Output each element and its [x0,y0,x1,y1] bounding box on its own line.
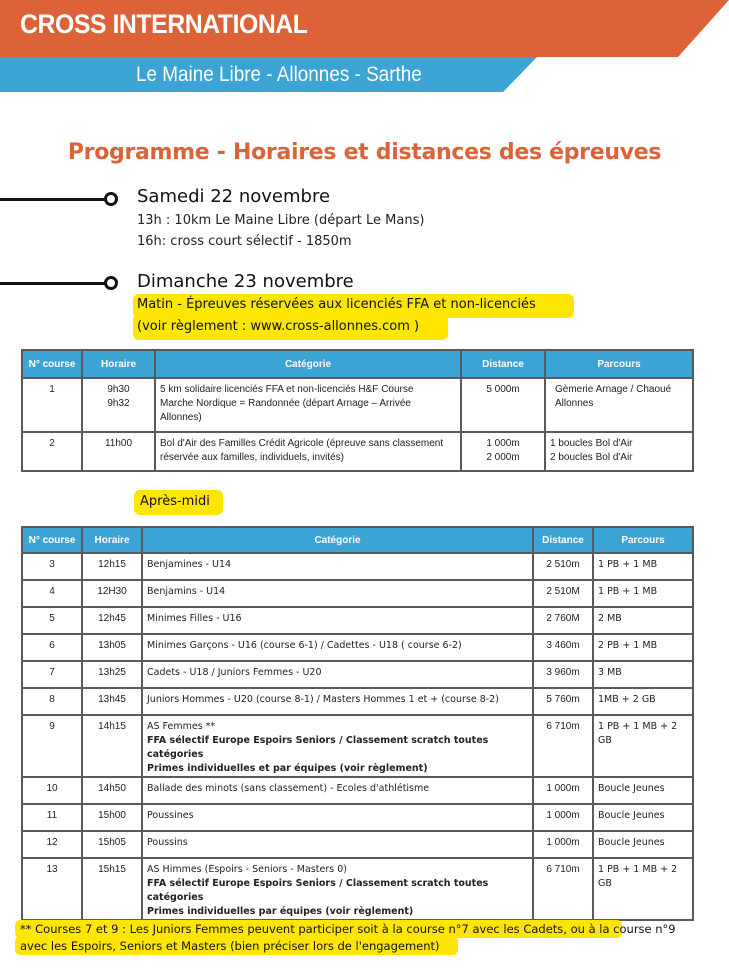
table-row [22,661,693,688]
course-number: 8 [22,688,82,715]
course-number: 2 [22,432,82,471]
table-row [22,634,693,661]
course-time: 12h15 [82,553,142,580]
course-distance: 1 000m [533,831,593,858]
footnote-line: ** Courses 7 et 9 : Les Juniors Femmes peuvent participer soit à la course n°7 avec les Cadets, ou à la course n°9 [20,922,676,936]
course-time: 11h00 [82,432,155,471]
event-title: CROSS INTERNATIONAL [20,9,308,39]
course-category: 5 km solidaire licenciés FFA et non-licenciés H&F Course Marche Nordique = Randonnée (départ Arnage – Arrivée Allonnes) [155,378,461,432]
course-parcours: 1 boucles Bol d'Air 2 boucles Bol d'Air [545,432,693,471]
course-category: AS Femmes ** FFA sélectif Europe Espoirs Seniors / Classement scratch toutes catégories Primes individuelles et par équipes (voir règlement) [142,715,533,777]
course-category: Cadets - U18 / Juniors Femmes - U20 [142,661,533,688]
course-parcours: Gèmerie Arnage / Chaoué Allonnes [545,378,693,432]
timeline-dot-icon [104,276,118,290]
table-row [22,831,693,858]
course-parcours: 1 PB + 1 MB [593,553,693,580]
course-time: 13h45 [82,688,142,715]
course-number: 12 [22,831,82,858]
course-distance: 1 000m [533,804,593,831]
course-time: 15h00 [82,804,142,831]
course-parcours: 2 MB [593,607,693,634]
page-title: Programme - Horaires et distances des épreuves [67,140,662,165]
course-distance: 2 510m [533,553,593,580]
table-row [22,553,693,580]
saturday-line: 13h : 10km Le Maine Libre (départ Le Mans) [137,213,425,228]
course-number: 5 [22,607,82,634]
col-header-distance: Distance [461,350,545,378]
course-time: 12h45 [82,607,142,634]
course-number: 3 [22,553,82,580]
course-parcours: Boucle Jeunes [593,804,693,831]
course-parcours: 3 MB [593,661,693,688]
timeline-line [0,282,106,285]
course-time: 15h15 [82,858,142,920]
table-row [22,858,693,920]
col-header-category: Catégorie [142,527,533,553]
course-category: Ballade des minots (sans classement) - Ecoles d'athlétisme [142,777,533,804]
timeline-dot-icon [104,192,118,206]
saturday-title: Samedi 22 novembre [137,186,331,207]
table-row [22,777,693,804]
course-time: 14h50 [82,777,142,804]
footnote-line: avec les Espoirs, Seniors et Masters (bien préciser lors de l'engagement) [20,939,440,953]
course-parcours: 1MB + 2 GB [593,688,693,715]
course-parcours: 1 PB + 1 MB + 2 GB [593,858,693,920]
course-parcours: Boucle Jeunes [593,831,693,858]
course-number: 4 [22,580,82,607]
course-time: 13h05 [82,634,142,661]
course-time: 14h15 [82,715,142,777]
course-distance: 2 760M [533,607,593,634]
course-number: 1 [22,378,82,432]
afternoon-label: Après-midi [140,494,210,509]
course-category: Minimes Filles - U16 [142,607,533,634]
course-category: Minimes Garçons - U16 (course 6-1) / Cadettes - U18 ( course 6-2) [142,634,533,661]
course-number: 7 [22,661,82,688]
morning-note: Matin - Épreuves réservées aux licenciés FFA et non-licenciés [137,297,536,312]
course-parcours: 1 PB + 1 MB [593,580,693,607]
course-category: Poussines [142,804,533,831]
course-time: 9h30 9h32 [82,378,155,432]
course-distance: 5 760m [533,688,593,715]
table-row [22,607,693,634]
course-distance: 6 710m [533,715,593,777]
course-distance: 2 510M [533,580,593,607]
table-row [22,688,693,715]
course-number: 13 [22,858,82,920]
col-header-parcours: Parcours [593,527,693,553]
morning-note-link[interactable]: (voir règlement : www.cross-allonnes.com ) [137,319,420,334]
sunday-title: Dimanche 23 novembre [137,271,354,292]
course-category: AS Himmes (Espoirs - Seniors - Masters 0) FFA sélectif Europe Espoirs Seniors / Classement scratch toutes catégories Primes individuelles par équipes (voir règlement) [142,858,533,920]
course-time: 12H30 [82,580,142,607]
course-number: 10 [22,777,82,804]
table-row [22,432,693,471]
col-header-time: Horaire [82,350,155,378]
course-distance: 3 460m [533,634,593,661]
col-header-num: N° course [22,527,82,553]
course-category: Benjamines - U14 [142,553,533,580]
course-parcours: Boucle Jeunes [593,777,693,804]
course-category: Poussins [142,831,533,858]
course-distance: 3 960m [533,661,593,688]
course-number: 9 [22,715,82,777]
timeline-line [0,198,106,201]
event-subtitle: Le Maine Libre - Allonnes - Sarthe [136,63,422,86]
col-header-num: N° course [22,350,82,378]
course-parcours: 1 PB + 1 MB + 2 GB [593,715,693,777]
course-category: Bol d'Air des Familles Crédit Agricole (épreuve sans classement réservée aux familles, individuels, invités) [155,432,461,471]
morning-schedule-table [21,349,694,472]
course-number: 6 [22,634,82,661]
col-header-parcours: Parcours [545,350,693,378]
course-distance: 1 000m [533,777,593,804]
table-row [22,580,693,607]
course-time: 13h25 [82,661,142,688]
table-row [22,378,693,432]
table-row [22,715,693,777]
col-header-category: Catégorie [155,350,461,378]
course-parcours: 2 PB + 1 MB [593,634,693,661]
course-time: 15h05 [82,831,142,858]
table-row [22,804,693,831]
course-distance: 6 710m [533,858,593,920]
course-number: 11 [22,804,82,831]
col-header-time: Horaire [82,527,142,553]
col-header-distance: Distance [533,527,593,553]
afternoon-schedule-table [21,526,694,921]
course-category: Benjamins - U14 [142,580,533,607]
course-distance: 1 000m 2 000m [461,432,545,471]
saturday-line: 16h: cross court sélectif - 1850m [137,234,352,249]
course-category: Juniors Hommes - U20 (course 8-1) / Masters Hommes 1 et + (course 8-2) [142,688,533,715]
course-distance: 5 000m [461,378,545,432]
